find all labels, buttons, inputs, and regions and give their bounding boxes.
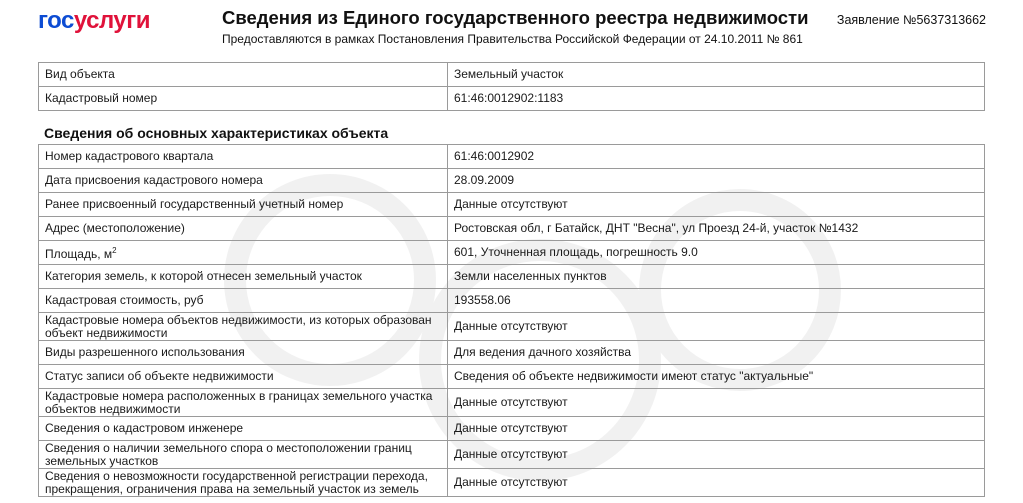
row-label: Сведения о наличии земельного спора о местоположении границ земельных участков <box>39 441 448 469</box>
table-row <box>39 63 985 87</box>
characteristics-table <box>38 144 985 497</box>
table-row <box>39 441 985 469</box>
row-label: Вид объекта <box>39 63 448 87</box>
gosuslugi-logo: госуслуги <box>38 7 150 34</box>
table-row <box>39 193 985 217</box>
row-label: Кадастровая стоимость, руб <box>39 289 448 313</box>
row-label: Площадь, $м^2$ <box>39 241 448 265</box>
table-row <box>39 389 985 417</box>
table-row <box>39 265 985 289</box>
table-row <box>39 365 985 389</box>
row-label: Дата присвоения кадастрового номера <box>39 169 448 193</box>
row-label: Ранее присвоенный государственный учетный номер <box>39 193 448 217</box>
row-label: Адрес (местоположение) <box>39 217 448 241</box>
document-subtitle: Предоставляются в рамках Постановления Правительства Российской Федерации от 24.10.2011 № 861 <box>222 32 803 46</box>
table-row <box>39 169 985 193</box>
row-value: Данные отсутствуют <box>448 389 985 417</box>
row-value: 28.09.2009 <box>448 169 985 193</box>
row-label: Виды разрешенного использования <box>39 341 448 365</box>
table-row <box>39 217 985 241</box>
row-value: 601, Уточненная площадь, погрешность 9.0 <box>448 241 985 265</box>
row-value: 61:46:0012902 <box>448 145 985 169</box>
row-value: Данные отсутствуют <box>448 469 985 497</box>
row-label: Кадастровый номер <box>39 87 448 111</box>
row-value: 61:46:0012902:1183 <box>448 87 985 111</box>
row-value: Ростовская обл, г Батайск, ДНТ "Весна", ул Проезд 24-й, участок №1432 <box>448 217 985 241</box>
row-value: Для ведения дачного хозяйства <box>448 341 985 365</box>
row-value: Земли населенных пунктов <box>448 265 985 289</box>
row-label: Категория земель, к которой отнесен земельный участок <box>39 265 448 289</box>
table-row <box>39 469 985 497</box>
table-row <box>39 145 985 169</box>
row-label: Сведения о невозможности государственной регистрации перехода, прекращения, ограничения права на земельный участок из земель <box>39 469 448 497</box>
row-label: Сведения о кадастровом инженере <box>39 417 448 441</box>
application-number: Заявление №5637313662 <box>836 13 986 27</box>
row-value: Данные отсутствуют <box>448 441 985 469</box>
row-label: Номер кадастрового квартала <box>39 145 448 169</box>
row-value: Земельный участок <box>448 63 985 87</box>
table-row <box>39 87 985 111</box>
table-row <box>39 341 985 365</box>
row-label: Статус записи об объекте недвижимости <box>39 365 448 389</box>
row-label: Кадастровые номера объектов недвижимости, из которых образован объект недвижимости <box>39 313 448 341</box>
row-value: Данные отсутствуют <box>448 193 985 217</box>
row-value: Данные отсутствуют <box>448 313 985 341</box>
row-value: Данные отсутствуют <box>448 417 985 441</box>
table-row <box>39 417 985 441</box>
table-row <box>39 241 985 265</box>
section-title: Сведения об основных характеристиках объекта <box>44 125 389 141</box>
document-header <box>0 0 1023 58</box>
row-value: 193558.06 <box>448 289 985 313</box>
row-label: Кадастровые номера расположенных в границах земельного участка объектов недвижимости <box>39 389 448 417</box>
row-value: Сведения об объекте недвижимости имеют статус "актуальные" <box>448 365 985 389</box>
object-table <box>38 62 985 111</box>
table-row <box>39 313 985 341</box>
table-row <box>39 289 985 313</box>
document-title: Сведения из Единого государственного реестра недвижимости <box>222 7 809 28</box>
